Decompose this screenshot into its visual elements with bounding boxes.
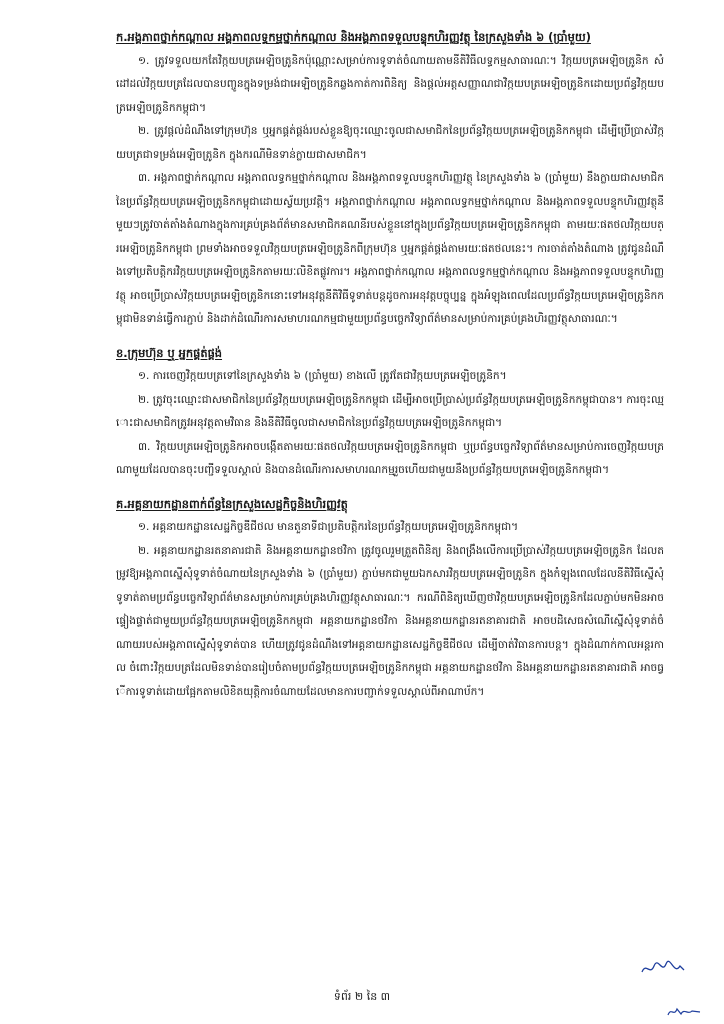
section-suppliers <box>116 342 664 483</box>
paragraph: ៣. វិក្កយបត្រអេឡិចត្រូនិកអាចបង្កើតតាមរយៈផតថលវិក្កយបត្រអេឡិចត្រូនិកកម្ពុជា ឬប្រព័ន្ធបច្ចេកវិទ្យាព័ត៌មានសម្រាប់ការចេញវិក្កយបត្រណាមួយដែលបានចុះបញ្ជីទទួលស្គាល់ និងបានដំណើរការសមាហរណកម្មរួចហើយជាមួយនឹងប្រព័ន្ធវិក្កយបត្រអេឡិចត្រូនិកកម្ពុជា។ <box>116 440 664 476</box>
section-heading: ខ.ក្រុមហ៊ុន ឬ អ្នកផ្គត់ផ្គង់ <box>116 345 223 360</box>
paragraph: ២. អគ្គនាយកដ្ឋានរតនាគារជាតិ និងអគ្គនាយកដ្ឋានថវិកា ត្រូវចូលរួមត្រួតពិនិត្យ និងពង្រឹងលើការប្រើប្រាស់វិក្កយបត្រអេឡិចត្រូនិក ដែលតម្រូវឱ្យអង្គភាពស្នើសុំទូទាត់ចំណាយនៃក្រសួងទាំង ៦ (ប្រាំមួយ) ភ្ជាប់មកជាមួយឯកសារវិក្កយបត្រអេឡិចត្រូនិក ក្នុងកំឡុងពេលដែលនីតិវិធីស្នើសុំទូទាត់តាមប្រព័ន្ធបច្ចេកវិទ្យាព័ត៌មានសម្រាប់ការគ្រប់គ្រងហិរញ្ញវត្ថុសាធារណៈ។ ករណីពិនិត្យឃើញថាវិក្កយបត្រអេឡិចត្រូនិកដែលភ្ជាប់មកមិនអាចផ្ទៀងផ្ទាត់ជាមួយប្រព័ន្ធវិក្កយបត្រអេឡិចត្រូនិកកម្ពុជា អគ្គនាយកដ្ឋានថវិកា និងអគ្គនាយកដ្ឋានរតនាគារជាតិ អាចបដិសេធសំណើស្នើសុំទូទាត់ចំណាយរបស់អង្គភាពស្នើសុំទូទាត់បាន ហើយត្រូវជូនដំណឹងទៅអគ្គនាយកដ្ឋានសេដ្ឋកិច្ចឌីជីថល ដើម្បីចាត់វិធានការបន្ត។ ក្នុងដំណាក់កាលអន្តរកាល ចំពោះវិក្កយបត្រដែលមិនទាន់បានរៀបចំតាមប្រព័ន្ធវិក្កយបត្រអេឡិចត្រូនិកកម្ពុជា អគ្គនាយកដ្ឋានថវិកា និងអគ្គនាយកដ្ឋានរតនាគារជាតិ អាចធ្វើការទូទាត់ដោយផ្អែកតាមលិខិតយុត្តិការចំណាយដែលមានការបញ្ជាក់ទទួលស្គាល់ពីអាណាប័ក។ <box>116 544 664 698</box>
paragraph: ១. អគ្គនាយកដ្ឋានសេដ្ឋកិច្ចឌីជីថល មានតួនាទីជាប្រតិបត្តិករនៃប្រព័ន្ធវិក្កយបត្រអេឡិចត្រូនិកកម្ពុជា។ <box>138 521 519 533</box>
page-number: ទំព័រ ២ នៃ ៣ <box>333 990 391 1003</box>
paragraph: ១. ត្រូវទទួលយកតែវិក្កយបត្រអេឡិចត្រូនិកប៉ុណ្ណោះសម្រាប់ការទូទាត់ចំណាយតាមនីតិវិធីលទ្ធកម្មសាធារណៈ។ វិក្កយបត្រអេឡិចត្រូនិក សំដៅដល់វិក្កយបត្រដែលបានបញ្ចូនក្នុងទម្រង់ជាអេឡិចត្រូនិកឆ្លងកាត់ការពិនិត្យ និងផ្ដល់អត្តសញ្ញាណជាវិក្កយបត្រអេឡិចត្រូនិកដោយប្រព័ន្ធវិក្កយបត្រអេឡិចត្រូនិកកម្ពុជា។ <box>116 54 664 114</box>
section-heading: គ.អគ្គនាយកដ្ឋានពាក់ព័ន្ធនៃក្រសួងសេដ្ឋកិច្ចនិងហិរញ្ញវត្ថុ <box>116 496 348 511</box>
handwritten-initials <box>640 958 686 980</box>
section-general-departments <box>116 493 664 705</box>
section-heading: ក.អង្គភាពថ្នាក់កណ្ដាល អង្គភាពលទ្ធកម្មថ្នាក់កណ្ដាល និងអង្គភាពទទួលបន្ទុកហិរញ្ញវត្ថុ នៃក្រសួងទាំង ៦ (ប្រាំមួយ) <box>116 30 591 44</box>
paragraph: ២. ត្រូវផ្ដល់ដំណឹងទៅក្រុមហ៊ុន ឬអ្នកផ្គត់ផ្គង់របស់ខ្លួនឱ្យចុះឈ្មោះចូលជាសមាជិកនៃប្រព័ន្ធវិក្កយបត្រអេឡិចត្រូនិកកម្ពុជា ដើម្បីប្រើប្រាស់វិក្កយបត្រជាទម្រង់អេឡិចត្រូនិក ក្នុងករណីមិនទាន់ក្លាយជាសមាជិក។ <box>116 125 664 161</box>
paragraph: ៣. អង្គភាពថ្នាក់កណ្ដាល អង្គភាពលទ្ធកម្មថ្នាក់កណ្ដាល និងអង្គភាពទទួលបន្ទុកហិរញ្ញវត្ថុ នៃក្រសួងទាំង ៦ (ប្រាំមួយ) នឹងក្លាយជាសមាជិកនៃប្រព័ន្ធវិក្កយបត្រអេឡិចត្រូនិកកម្ពុជាដោយស្វ័យប្រវត្តិ។ អង្គភាពថ្នាក់កណ្ដាល អង្គភាពលទ្ធកម្មថ្នាក់កណ្ដាល និងអង្គភាពទទួលបន្ទុកហិរញ្ញវត្ថុនីមួយៗត្រូវចាត់តាំងតំណាងក្នុងការគ្រប់គ្រងព័ត៌មានសមាជិកគណនីរបស់ខ្លួននៅក្នុងប្រព័ន្ធវិក្កយបត្រអេឡិចត្រូនិកកម្ពុជា តាមរយៈផតថលវិក្កយបត្រអេឡិចត្រូនិកកម្ពុជា ព្រមទាំងអាចទទួលវិក្កយបត្រអេឡិចត្រូនិកពីក្រុមហ៊ុន ឬអ្នកផ្គត់ផ្គង់តាមរយៈផតថលនេះ។ ការចាត់តាំងតំណាង ត្រូវជូនដំណឹងទៅប្រតិបត្តិករវិក្កយបត្រអេឡិចត្រូនិកតាមរយៈលិខិតផ្លូវការ។ អង្គភាពថ្នាក់កណ្ដាល អង្គភាពលទ្ធកម្មថ្នាក់កណ្ដាល និងអង្គភាពទទួលបន្ទុកហិរញ្ញវត្ថុ អាចប្រើប្រាស់វិក្កយបត្រអេឡិចត្រូនិកនោះទៅអនុវត្តនីតិវិធីទូទាត់បន្តដូចការអនុវត្តបច្ចុប្បន្ន ក្នុងអំឡុងពេលដែលប្រព័ន្ធវិក្កយបត្រអេឡិចត្រូនិកកម្ពុជាមិនទាន់ធ្វើការភ្ជាប់ និងដាក់ដំណើរការសមាហរណកម្មជាមួយប្រព័ន្ធបច្ចេកវិទ្យាព័ត៌មានសម្រាប់ការគ្រប់គ្រងហិរញ្ញវត្ថុសាធារណៈ។ <box>116 172 664 325</box>
paragraph: ២. ត្រូវចុះឈ្មោះជាសមាជិកនៃប្រព័ន្ធវិក្កយបត្រអេឡិចត្រូនិកកម្ពុជា ដើម្បីអាចប្រើប្រាស់ប្រព័ន្ធវិក្កយបត្រអេឡិចត្រូនិកកម្ពុជាបាន។ ការចុះឈ្មោះជាសមាជិកត្រូវអនុវត្តតាមវិធាន និងនីតិវិធីចូលជាសមាជិកនៃប្រព័ន្ធវិក្កយបត្រអេឡិចត្រូនិកកម្ពុជា។ <box>116 393 664 429</box>
paragraph: ១. ការចេញវិក្កយបត្រទៅនៃក្រសួងទាំង ៦ (ប្រាំមួយ) ខាងលើ ត្រូវតែជាវិក្កយបត្រអេឡិចត្រូនិក។ <box>138 370 507 382</box>
section-central-units <box>116 26 664 332</box>
document-body <box>116 26 664 704</box>
handwritten-mark <box>666 1005 702 1019</box>
